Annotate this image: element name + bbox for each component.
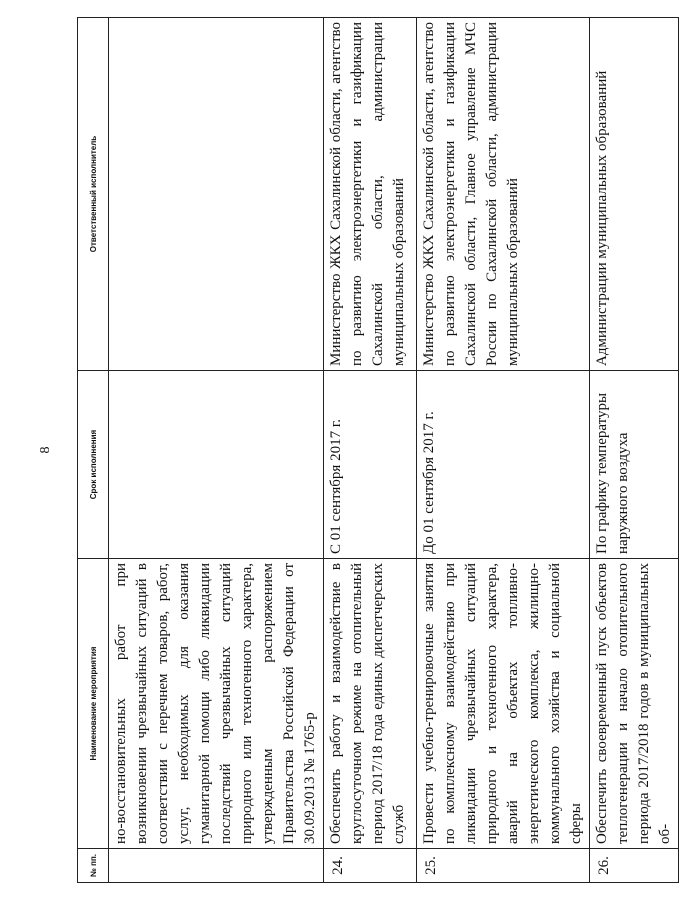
row-term [109,371,324,559]
table-row [109,18,324,883]
header-term: Срок исполнения [78,371,109,559]
header-name: Наименование мероприятия [78,559,109,849]
row-num: 26. [590,849,679,883]
rotated-table-area [77,18,673,883]
row-responsible: Министерство ЖКХ Сахалинской области, агентство по развитию электроэнергетики и газификации Сахалинской области, администрации муниципальных образований [324,18,417,371]
table-header-row [78,18,109,883]
table-row [324,18,417,883]
row-name: Обеспечить своевременный пуск объектов теплогенерации и начало отопительного периода 2017/2018 годов в муниципальных об- [590,559,679,849]
page-number: 8 [38,446,53,454]
header-num: № пп. [78,849,109,883]
row-term: С 01 сентября 2017 г. [324,371,417,559]
row-name: но-восстановительных работ при возникновении чрезвычайных ситуаций в соответствии с перечнем товаров, работ, услуг, необходимых для оказания гуманитарной помощи либо ликвидации последствий чрезвычайных ситуаций природного или техногенного характера, утвержденным распоряжением Правительства Российской Федерации от 30.09.2013 № 1765-р [109,559,324,849]
row-term: По графику температуры наружного воздуха [590,371,679,559]
measures-table [77,17,679,883]
row-term: До 01 сентября 2017 г. [417,371,590,559]
table-row [417,18,590,883]
header-responsible: Ответственный исполнитель [78,18,109,371]
row-name: Провести учебно-тренировочные занятия по комплексному взаимодействию при ликвидации чрезвычайных ситуаций природного и техногенного характера, аварий на объектах топливно-энергетического комплекса, жилищно-коммунального хозяйства и социальной сферы [417,559,590,849]
row-num [109,849,324,883]
rotated-content [77,18,673,883]
row-name: Обеспечить работу и взаимодействие в круглосуточном режиме на отопительный период 2017/18 года единых диспетчерских служб [324,559,417,849]
table-row [590,18,679,883]
row-responsible: Администрации муниципальных образований [590,18,679,371]
row-num: 24. [324,849,417,883]
row-num: 25. [417,849,590,883]
row-responsible: Министерство ЖКХ Сахалинской области, агентство по развитию электроэнергетики и газификации Сахалинской области, Главное управление МЧС России по Сахалинской области, администрации муниципальных образований [417,18,590,371]
row-responsible [109,18,324,371]
